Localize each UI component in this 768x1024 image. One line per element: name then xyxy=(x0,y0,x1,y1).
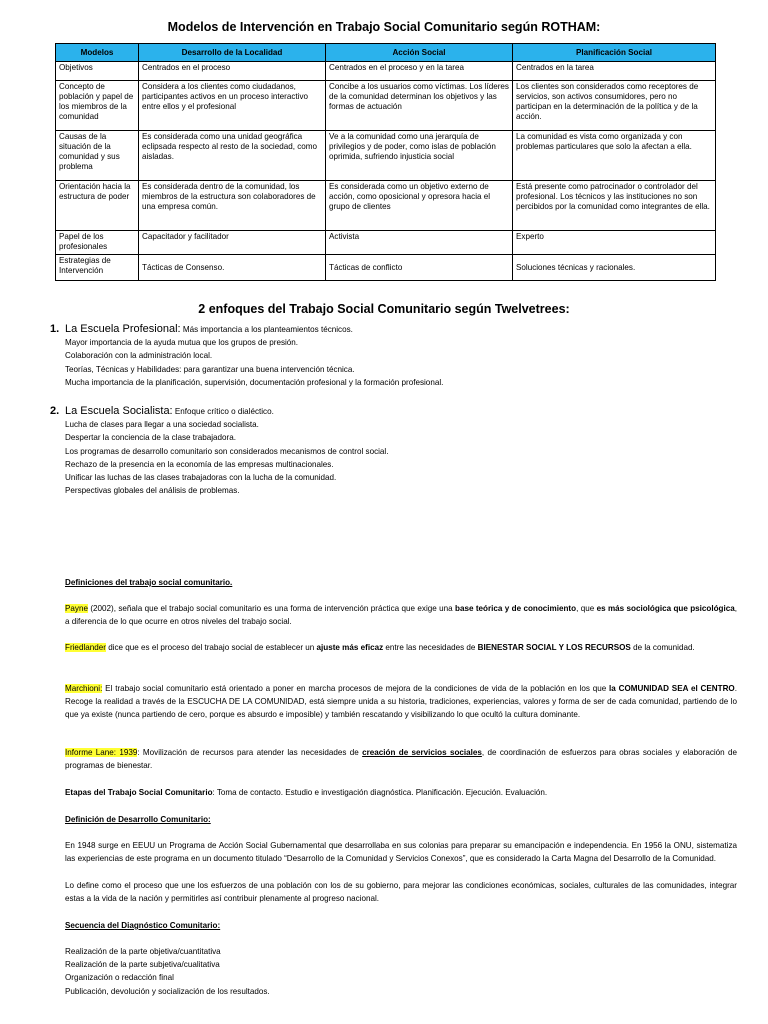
desarrollo-paragraph-1: En 1948 surge en EEUU un Programa de Acción Social Gubernamental que desarrollaba en sus colonias para preparar su emancipación e independencia. En 1956 la ONU, sistematiza las experiencias de este programa en un documento titulado “Desarrollo de la Comunidad y Servicios Conexos”, que es considerado la Carta Magna del Desarrollo de la Comunidad. xyxy=(65,841,737,864)
definitions-heading: Definiciones del trabajo social comunitario. xyxy=(65,578,233,587)
table-cell: Centrados en la tarea xyxy=(513,62,716,81)
secuencia-heading: Secuencia del Diagnóstico Comunitario: xyxy=(65,921,221,930)
friedlander-definition: Friedlander dice que es el proceso del trabajo social de establecer un ajuste más eficaz entre las necesidades de BIENESTAR SOCIAL Y LOS RECURSOS de la comunidad. xyxy=(65,643,695,652)
table-cell: Centrados en el proceso xyxy=(139,62,326,81)
table-cell: Capacitador y facilitador xyxy=(139,231,326,255)
list-item: Colaboración con la administración local. xyxy=(65,351,213,361)
column-header: Desarrollo de la Localidad xyxy=(139,44,326,62)
approach-number: 1. xyxy=(50,323,60,335)
column-header: Planificación Social xyxy=(513,44,716,62)
twelvetrees-title: 2 enfoques del Trabajo Social Comunitario según Twelvetrees: xyxy=(198,302,570,316)
approach-number: 2. xyxy=(50,405,60,417)
table-cell: Concibe a los usuarios como víctimas. Los líderes de la comunidad determinan los objetivos y las formas de actuación xyxy=(326,81,513,131)
approach-heading xyxy=(50,323,740,336)
list-item: Perspectivas globales del análisis de problemas. xyxy=(65,486,240,496)
approach-professional xyxy=(50,323,740,389)
row-label: Objetivos xyxy=(56,62,139,81)
list-item: Rechazo de la presencia en la economía de las empresas multinacionales. xyxy=(65,459,334,469)
table-cell: Considera a los clientes como ciudadanos, participantes activos en un proceso interactivo entre ellos y el profesional xyxy=(139,81,326,131)
list-item: Realización de la parte objetiva/cuantitativa xyxy=(65,947,221,956)
table-row xyxy=(56,81,716,131)
payne-definition: Payne (2002), señala que el trabajo social comunitario es una forma de intervención práctica que exige una base teórica y de conocimiento, que es más sociológica que psicológica, a diferencia de lo que ocurre en otros niveles del trabajo social. xyxy=(65,604,737,627)
rotham-models-table xyxy=(55,43,716,281)
table-row xyxy=(56,62,716,81)
row-label: Orientación hacia la estructura de poder xyxy=(56,181,139,231)
table-cell: Activista xyxy=(326,231,513,255)
list-item: Despertar la conciencia de la clase trabajadora. xyxy=(65,433,236,443)
table-row xyxy=(56,181,716,231)
table-cell: Los clientes son considerados como receptores de servicios, son activos consumidores, pero no participan en la determinación de la política y de la acción. xyxy=(513,81,716,131)
list-item: Mucha importancia de la planificación, supervisión, documentación profesional y la formación profesional. xyxy=(65,377,444,387)
table-cell: Es considerada dentro de la comunidad, los miembros de la estructura son colaboradores de una empresa común. xyxy=(139,181,326,231)
etapas-line: Etapas del Trabajo Social Comunitario: Toma de contacto. Estudio e investigación diagnóstica. Planificación. Ejecución. Evaluación. xyxy=(65,788,548,797)
column-header: Modelos xyxy=(56,44,139,62)
approach-heading xyxy=(50,405,740,418)
approach-summary: Más importancia a los planteamientos técnicos. xyxy=(182,325,353,334)
desarrollo-heading: Definición de Desarrollo Comunitario: xyxy=(65,815,211,824)
row-label: Concepto de población y papel de los miembros de la comunidad xyxy=(56,81,139,131)
table-row xyxy=(56,255,716,281)
table-header-row xyxy=(56,44,716,62)
author-highlight: Informe Lane: 1939 xyxy=(65,748,138,757)
author-highlight: Payne xyxy=(65,604,88,613)
table-row xyxy=(56,231,716,255)
row-label: Estrategias de Intervención xyxy=(56,255,139,281)
list-item: Realización de la parte subjetiva/cualitativa xyxy=(65,960,220,970)
table-cell: Centrados en el proceso y en la tarea xyxy=(326,62,513,81)
table-row xyxy=(56,131,716,181)
rotham-title: Modelos de Intervención en Trabajo Social Comunitario según ROTHAM: xyxy=(167,20,601,34)
table-cell: Es considerada como un objetivo externo de acción, como oposicional y opresora hacia el grupo de clientes xyxy=(326,181,513,231)
desarrollo-paragraph-2: Lo define como el proceso que une los esfuerzos de una población con los de su gobierno, para mejorar las condiciones económicas, sociales, culturales de las comunidades, integrar estas a la vida de la nación y permitirles así contribuir plenamente al progreso nacional. xyxy=(65,881,737,904)
secuencia-list xyxy=(65,945,737,998)
list-item: Publicación, devolución y socialización de los resultados. xyxy=(65,986,270,996)
approach-socialist xyxy=(50,405,740,497)
list-item: Mayor importancia de la ayuda mutua que los grupos de presión. xyxy=(65,338,299,348)
author-highlight: Marchioni: xyxy=(65,684,103,693)
approach-name: La Escuela Socialista: xyxy=(65,405,173,417)
table-cell: Experto xyxy=(513,231,716,255)
approach-summary: Enfoque crítico o dialéctico. xyxy=(174,407,274,416)
list-item: Teorías, Técnicas y Habilidades: para garantizar una buena intervención técnica. xyxy=(65,364,355,374)
table-cell: Tácticas de Consenso. xyxy=(139,255,326,281)
table-cell: Es considerada como una unidad geográfica eclipsada respecto al resto de la sociedad, como aisladas. xyxy=(139,131,326,181)
list-item: Organización o redacción final xyxy=(65,973,174,983)
table-cell: Ve a la comunidad como una jerarquía de privilegios y de poder, como islas de población oprimida, sufriendo injusticia social xyxy=(326,131,513,181)
table-cell: Está presente como patrocinador o controlador del profesional. Los técnicos y las instituciones no son percibidos por la comunidad como integrantes de ella. xyxy=(513,181,716,231)
table-cell: La comunidad es vista como organizada y con problemas particulares que solo la afectan a ella. xyxy=(513,131,716,181)
column-header: Acción Social xyxy=(326,44,513,62)
approach-name: La Escuela Profesional: xyxy=(65,323,181,335)
table-cell: Tácticas de conflicto xyxy=(326,255,513,281)
table-cell: Soluciones técnicas y racionales. xyxy=(513,255,716,281)
row-label: Papel de los profesionales xyxy=(56,231,139,255)
marchioni-definition: Marchioni: El trabajo social comunitario está orientado a poner en marcha procesos de mejora de la condiciones de vida de la población en los que la COMUNIDAD SEA el CENTRO. Recoge la realidad a través de la ESCUCHA DE LA COMUNIDAD, está siempre unida a su historia, tradiciones, experiencias, valores y forma de ser de cada comunidad, partiendo de lo que ya existe (nunca partiendo de cero, porque es absurdo e imposible) y también rescatando y visibilizando lo que ocultó la cultura dominante. xyxy=(65,684,737,720)
author-highlight: Friedlander xyxy=(65,643,106,652)
list-item: Los programas de desarrollo comunitario son considerados mecanismos de control social. xyxy=(65,446,389,456)
lane-definition: Informe Lane: 1939: Movilización de recursos para atender las necesidades de creación de servicios sociales, de coordinación de esfuerzos para obras sociales y elaboración de programas de bienestar. xyxy=(65,748,738,771)
list-item: Lucha de clases para llegar a una sociedad socialista. xyxy=(65,420,259,430)
row-label: Causas de la situación de la comunidad y sus problema xyxy=(56,131,139,181)
list-item: Unificar las luchas de las clases trabajadoras con la lucha de la comunidad. xyxy=(65,473,337,483)
